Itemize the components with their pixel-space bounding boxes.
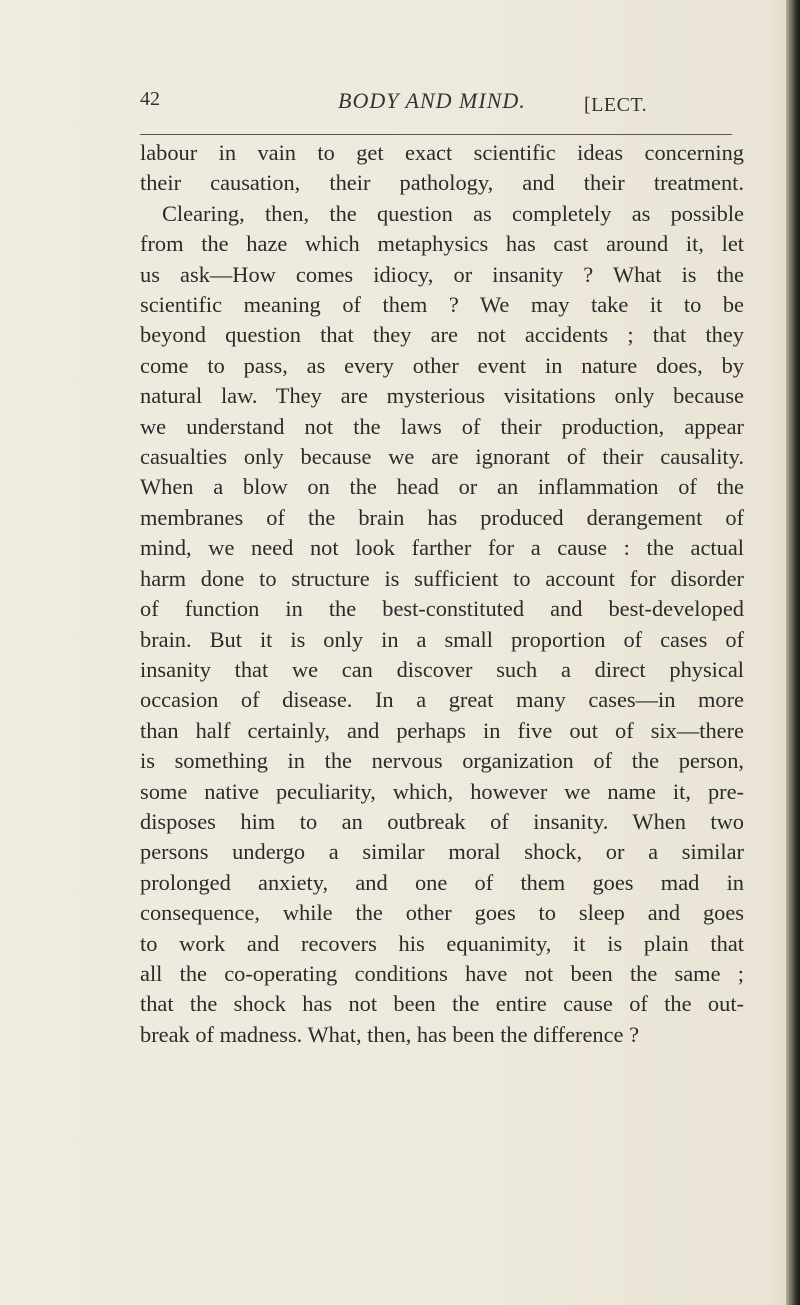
section-label: [LECT. bbox=[584, 94, 648, 116]
text-line: from the haze which metaphysics has cast around it, let bbox=[140, 231, 744, 257]
text-line: us ask—How comes idiocy, or insanity ? What is the bbox=[140, 261, 744, 287]
text-line: mind, we need not look farther for a cause : the actual bbox=[140, 535, 744, 561]
page-header bbox=[140, 88, 740, 128]
text-line: brain. But it is only in a small proportion of cases of bbox=[140, 626, 744, 652]
text-line: scientific meaning of them ? We may take it to be bbox=[140, 292, 744, 318]
running-title: BODY AND MIND. bbox=[338, 88, 526, 113]
text-line: to work and recovers his equanimity, it is plain that bbox=[140, 930, 744, 956]
text-line: labour in vain to get exact scientific ideas concerning bbox=[140, 140, 744, 165]
page-number: 42 bbox=[140, 88, 160, 110]
text-line: consequence, while the other goes to sleep and goes bbox=[140, 900, 744, 926]
text-line: of function in the best-constituted and best-developed bbox=[140, 596, 744, 622]
text-line: occasion of disease. In a great many cases—in more bbox=[140, 687, 744, 713]
text-line: beyond question that they are not accidents ; that they bbox=[140, 322, 744, 348]
text-line: that the shock has not been the entire cause of the out- bbox=[140, 991, 744, 1017]
text-line: break of madness. What, then, has been the difference ? bbox=[140, 1021, 640, 1047]
text-line: insanity that we can discover such a direct physical bbox=[140, 656, 744, 682]
text-line: some native peculiarity, which, however we name it, pre- bbox=[140, 778, 744, 804]
text-line: Clearing, then, the question as completely as possible bbox=[162, 200, 744, 226]
text-line: their causation, their pathology, and their treatment. bbox=[140, 170, 744, 196]
book-spine-shadow bbox=[786, 0, 800, 1305]
text-line: all the co-operating conditions have not been the same ; bbox=[140, 960, 744, 986]
body-text bbox=[140, 138, 744, 1050]
text-line: casualties only because we are ignorant of their causality. bbox=[140, 444, 744, 470]
text-line: membranes of the brain has produced derangement of bbox=[140, 504, 744, 530]
text-line: disposes him to an outbreak of insanity. When two bbox=[140, 808, 744, 834]
text-line: prolonged anxiety, and one of them goes mad in bbox=[140, 869, 744, 895]
text-line: natural law. They are mysterious visitations only because bbox=[140, 383, 744, 409]
text-line: harm done to structure is sufficient to account for disorder bbox=[140, 565, 744, 591]
text-line: is something in the nervous organization of the person, bbox=[140, 748, 744, 774]
text-line: than half certainly, and perhaps in five out of six—there bbox=[140, 717, 744, 743]
header-rule bbox=[140, 134, 732, 135]
text-line: When a blow on the head or an inflammation of the bbox=[140, 474, 744, 500]
text-line: we understand not the laws of their production, appear bbox=[140, 413, 744, 439]
text-line: persons undergo a similar moral shock, or a similar bbox=[140, 839, 744, 865]
text-line: come to pass, as every other event in nature does, by bbox=[140, 352, 744, 378]
